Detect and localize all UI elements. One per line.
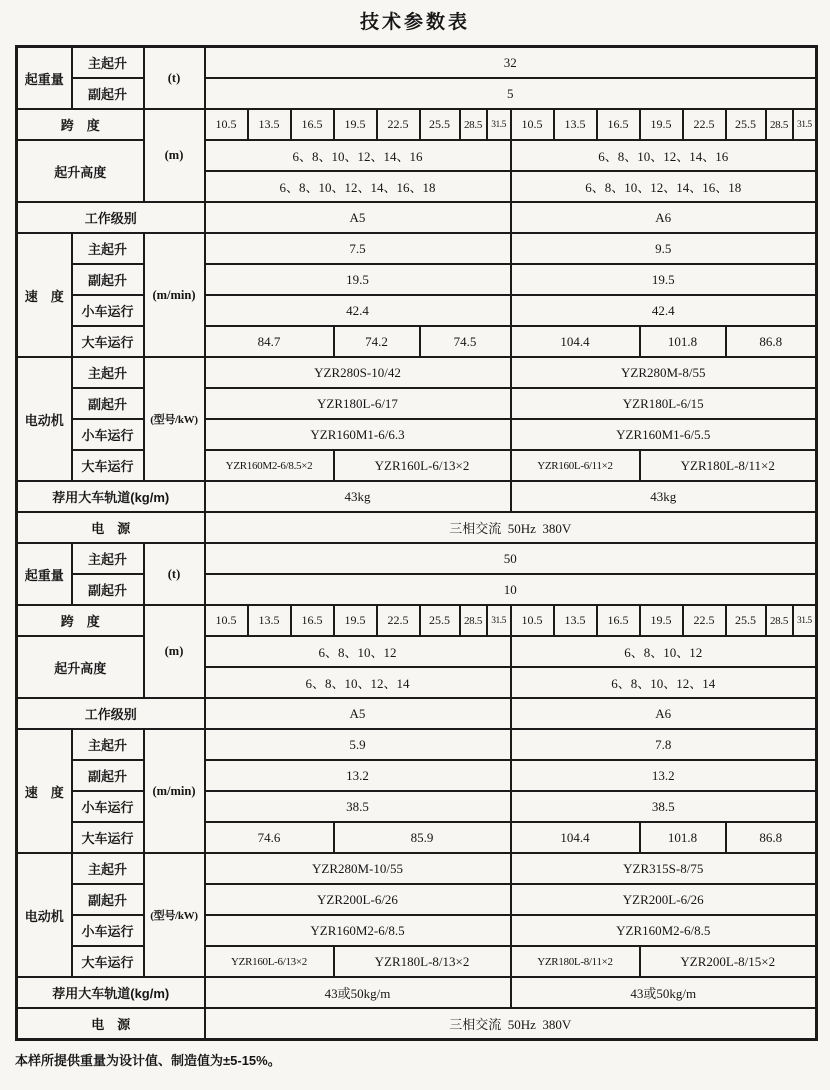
speed-value: 104.4 bbox=[511, 326, 640, 357]
motor-value: YZR280S-10/42 bbox=[205, 357, 511, 388]
row-label-height: 起升高度 bbox=[17, 140, 144, 202]
table-row bbox=[17, 295, 817, 326]
row-label-rail: 荐用大车轨道(kg/m) bbox=[17, 977, 205, 1008]
unit-m: (m) bbox=[144, 605, 205, 698]
span-value: 16.5 bbox=[291, 605, 334, 636]
speed-value: 9.5 bbox=[511, 233, 817, 264]
unit-m-min: (m/min) bbox=[144, 729, 205, 853]
page-title: 技术参数表 bbox=[359, 12, 470, 33]
table-row bbox=[17, 729, 817, 760]
speed-value: 74.5 bbox=[420, 326, 511, 357]
span-value: 22.5 bbox=[683, 109, 726, 140]
motor-value: YZR180L-6/17 bbox=[205, 388, 511, 419]
speed-value: 104.4 bbox=[511, 822, 640, 853]
span-value: 31.5 bbox=[487, 605, 511, 636]
row-label-trolley: 小车运行 bbox=[72, 915, 144, 946]
span-value: 22.5 bbox=[683, 605, 726, 636]
row-label-main-hoist: 主起升 bbox=[72, 233, 144, 264]
span-value: 16.5 bbox=[291, 109, 334, 140]
row-label-crane: 大车运行 bbox=[72, 326, 144, 357]
rail-value: 43kg bbox=[511, 481, 817, 512]
span-value: 25.5 bbox=[726, 109, 766, 140]
capacity-main-value: 32 bbox=[205, 47, 817, 79]
row-label-capacity: 起重量 bbox=[17, 543, 72, 605]
span-value: 19.5 bbox=[640, 109, 683, 140]
motor-value: YZR160M1-6/5.5 bbox=[511, 419, 817, 450]
table-row bbox=[17, 140, 817, 171]
row-label-main-hoist: 主起升 bbox=[72, 729, 144, 760]
span-value: 31.5 bbox=[793, 109, 817, 140]
row-label-trolley: 小车运行 bbox=[72, 419, 144, 450]
height-value: 6、8、10、12、14、16 bbox=[205, 140, 511, 171]
row-label-capacity: 起重量 bbox=[17, 47, 72, 110]
span-value: 31.5 bbox=[487, 109, 511, 140]
table-row bbox=[17, 915, 817, 946]
row-label-span: 跨 度 bbox=[17, 605, 144, 636]
table-row bbox=[17, 636, 817, 667]
speed-value: 5.9 bbox=[205, 729, 511, 760]
table-row bbox=[17, 977, 817, 1008]
speed-value: 38.5 bbox=[511, 791, 817, 822]
motor-value: YZR280M-10/55 bbox=[205, 853, 511, 884]
table-row bbox=[17, 47, 817, 79]
row-label-power: 电 源 bbox=[17, 512, 205, 543]
motor-value: YZR160M2-6/8.5 bbox=[511, 915, 817, 946]
span-value: 10.5 bbox=[511, 605, 554, 636]
table-row bbox=[17, 419, 817, 450]
speed-value: 19.5 bbox=[511, 264, 817, 295]
table-row bbox=[17, 791, 817, 822]
row-label-power: 电 源 bbox=[17, 1008, 205, 1040]
row-label-span: 跨 度 bbox=[17, 109, 144, 140]
speed-value: 85.9 bbox=[334, 822, 511, 853]
duty-value: A5 bbox=[205, 202, 511, 233]
speed-value: 38.5 bbox=[205, 791, 511, 822]
height-value: 6、8、10、12、14 bbox=[205, 667, 511, 698]
table-row bbox=[17, 822, 817, 853]
table-row bbox=[17, 853, 817, 884]
row-label-aux-hoist: 副起升 bbox=[72, 78, 144, 109]
row-label-trolley: 小车运行 bbox=[72, 791, 144, 822]
speed-value: 101.8 bbox=[640, 822, 726, 853]
height-value: 6、8、10、12、14、16、18 bbox=[511, 171, 817, 202]
table-row bbox=[17, 512, 817, 543]
speed-value: 74.6 bbox=[205, 822, 334, 853]
span-value: 13.5 bbox=[248, 109, 291, 140]
speed-value: 7.5 bbox=[205, 233, 511, 264]
table-row bbox=[17, 543, 817, 574]
span-value: 22.5 bbox=[377, 605, 420, 636]
row-label-crane: 大车运行 bbox=[72, 946, 144, 977]
table-row bbox=[17, 357, 817, 388]
motor-value: YZR160M1-6/6.3 bbox=[205, 419, 511, 450]
unit-t: (t) bbox=[144, 543, 205, 605]
table-row bbox=[17, 698, 817, 729]
table-row bbox=[17, 202, 817, 233]
row-label-crane: 大车运行 bbox=[72, 450, 144, 481]
motor-value: YZR315S-8/75 bbox=[511, 853, 817, 884]
span-value: 19.5 bbox=[334, 109, 377, 140]
table-row bbox=[17, 946, 817, 977]
span-value: 10.5 bbox=[511, 109, 554, 140]
speed-value: 42.4 bbox=[511, 295, 817, 326]
row-label-motor: 电动机 bbox=[17, 357, 72, 481]
motor-value: YZR160M2-6/8.5×2 bbox=[205, 450, 334, 481]
table-row bbox=[17, 233, 817, 264]
unit-m: (m) bbox=[144, 109, 205, 202]
speed-value: 84.7 bbox=[205, 326, 334, 357]
rail-value: 43或50kg/m bbox=[205, 977, 511, 1008]
speed-value: 13.2 bbox=[205, 760, 511, 791]
row-label-height: 起升高度 bbox=[17, 636, 144, 698]
speed-value: 42.4 bbox=[205, 295, 511, 326]
row-label-motor: 电动机 bbox=[17, 853, 72, 977]
span-value: 22.5 bbox=[377, 109, 420, 140]
row-label-aux-hoist: 副起升 bbox=[72, 388, 144, 419]
motor-value: YZR160L-6/13×2 bbox=[334, 450, 511, 481]
motor-value: YZR200L-8/15×2 bbox=[640, 946, 817, 977]
span-value: 25.5 bbox=[420, 605, 460, 636]
table-row bbox=[17, 109, 817, 140]
span-value: 28.5 bbox=[460, 605, 487, 636]
span-value: 28.5 bbox=[460, 109, 487, 140]
spec-table bbox=[15, 45, 818, 1041]
speed-value: 7.8 bbox=[511, 729, 817, 760]
span-value: 19.5 bbox=[334, 605, 377, 636]
span-value: 13.5 bbox=[554, 109, 597, 140]
span-value: 16.5 bbox=[597, 605, 640, 636]
duty-value: A6 bbox=[511, 202, 817, 233]
table-row bbox=[17, 760, 817, 791]
height-value: 6、8、10、12 bbox=[205, 636, 511, 667]
row-label-aux-hoist: 副起升 bbox=[72, 760, 144, 791]
duty-value: A5 bbox=[205, 698, 511, 729]
motor-value: YZR180L-6/15 bbox=[511, 388, 817, 419]
row-label-main-hoist: 主起升 bbox=[72, 543, 144, 574]
height-value: 6、8、10、12、14 bbox=[511, 667, 817, 698]
row-label-main-hoist: 主起升 bbox=[72, 357, 144, 388]
span-value: 28.5 bbox=[766, 109, 793, 140]
row-label-speed: 速 度 bbox=[17, 233, 72, 357]
row-label-crane: 大车运行 bbox=[72, 822, 144, 853]
unit-m-min: (m/min) bbox=[144, 233, 205, 357]
span-value: 28.5 bbox=[766, 605, 793, 636]
motor-value: YZR180L-8/11×2 bbox=[640, 450, 817, 481]
row-label-aux-hoist: 副起升 bbox=[72, 884, 144, 915]
unit-model-kw: (型号/kW) bbox=[144, 853, 205, 977]
motor-value: YZR180L-8/11×2 bbox=[511, 946, 640, 977]
capacity-main-value: 50 bbox=[205, 543, 817, 574]
row-label-aux-hoist: 副起升 bbox=[72, 574, 144, 605]
span-value: 25.5 bbox=[420, 109, 460, 140]
table-row bbox=[17, 605, 817, 636]
table-row bbox=[17, 1008, 817, 1040]
table-row bbox=[17, 481, 817, 512]
row-label-speed: 速 度 bbox=[17, 729, 72, 853]
height-value: 6、8、10、12、14、16 bbox=[511, 140, 817, 171]
table-row bbox=[17, 264, 817, 295]
motor-value: YZR200L-6/26 bbox=[511, 884, 817, 915]
capacity-aux-value: 10 bbox=[205, 574, 817, 605]
span-value: 25.5 bbox=[726, 605, 766, 636]
motor-value: YZR280M-8/55 bbox=[511, 357, 817, 388]
power-value: 三相交流 50Hz 380V bbox=[205, 1008, 817, 1040]
span-value: 31.5 bbox=[793, 605, 817, 636]
span-value: 16.5 bbox=[597, 109, 640, 140]
power-value: 三相交流 50Hz 380V bbox=[205, 512, 817, 543]
table-row bbox=[17, 450, 817, 481]
speed-value: 86.8 bbox=[726, 326, 817, 357]
span-value: 10.5 bbox=[205, 605, 248, 636]
footnote: 本样所提供重量为设计值、制造值为±5-15%。 bbox=[15, 1053, 281, 1068]
speed-value: 101.8 bbox=[640, 326, 726, 357]
capacity-aux-value: 5 bbox=[205, 78, 817, 109]
span-value: 13.5 bbox=[554, 605, 597, 636]
table-row bbox=[17, 326, 817, 357]
span-value: 19.5 bbox=[640, 605, 683, 636]
motor-value: YZR160M2-6/8.5 bbox=[205, 915, 511, 946]
span-value: 10.5 bbox=[205, 109, 248, 140]
speed-value: 86.8 bbox=[726, 822, 817, 853]
motor-value: YZR160L-6/13×2 bbox=[205, 946, 334, 977]
row-label-rail: 荐用大车轨道(kg/m) bbox=[17, 481, 205, 512]
row-label-trolley: 小车运行 bbox=[72, 295, 144, 326]
table-row bbox=[17, 884, 817, 915]
height-value: 6、8、10、12 bbox=[511, 636, 817, 667]
table-row bbox=[17, 388, 817, 419]
table-row bbox=[17, 574, 817, 605]
unit-t: (t) bbox=[144, 47, 205, 110]
row-label-aux-hoist: 副起升 bbox=[72, 264, 144, 295]
row-label-duty: 工作级别 bbox=[17, 202, 205, 233]
speed-value: 19.5 bbox=[205, 264, 511, 295]
row-label-main-hoist: 主起升 bbox=[72, 47, 144, 79]
rail-value: 43kg bbox=[205, 481, 511, 512]
height-value: 6、8、10、12、14、16、18 bbox=[205, 171, 511, 202]
row-label-duty: 工作级别 bbox=[17, 698, 205, 729]
motor-value: YZR180L-8/13×2 bbox=[334, 946, 511, 977]
span-value: 13.5 bbox=[248, 605, 291, 636]
motor-value: YZR160L-6/11×2 bbox=[511, 450, 640, 481]
speed-value: 74.2 bbox=[334, 326, 420, 357]
duty-value: A6 bbox=[511, 698, 817, 729]
rail-value: 43或50kg/m bbox=[511, 977, 817, 1008]
unit-model-kw: (型号/kW) bbox=[144, 357, 205, 481]
table-row bbox=[17, 78, 817, 109]
motor-value: YZR200L-6/26 bbox=[205, 884, 511, 915]
speed-value: 13.2 bbox=[511, 760, 817, 791]
row-label-main-hoist: 主起升 bbox=[72, 853, 144, 884]
